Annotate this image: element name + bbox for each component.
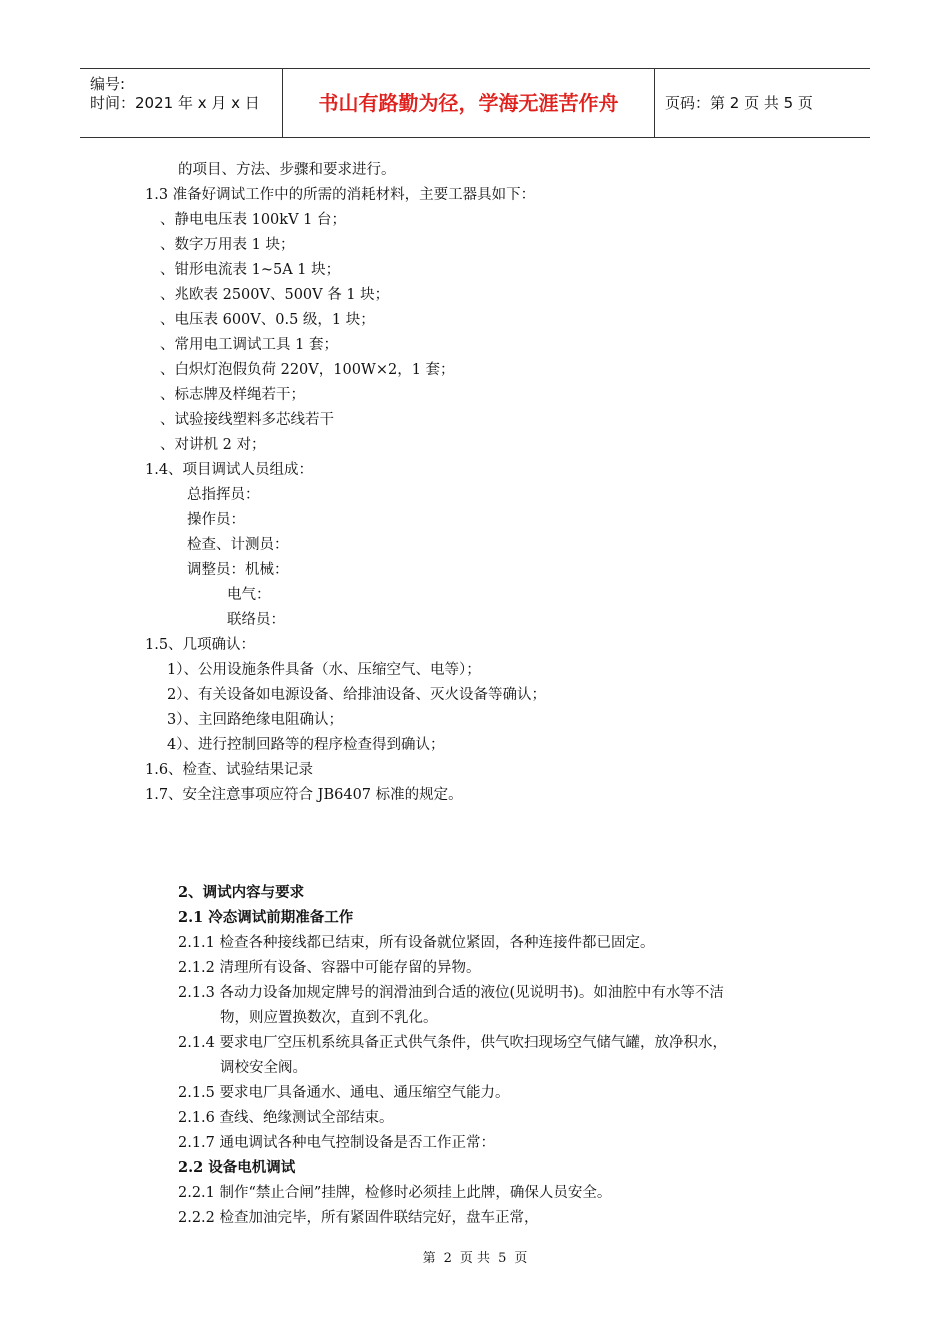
section-1-3-heading: 1.3 准备好调试工作中的所需的消耗材料，主要工器具如下： (145, 187, 536, 203)
text-line: 的项目、方法、步骤和要求进行。 (178, 162, 396, 178)
list-item: 、标志牌及样绳若干； (160, 387, 305, 403)
section-1-5-heading: 1.5、几项确认： (145, 637, 256, 653)
footer-page-current: 2 (443, 1251, 452, 1266)
paragraph-line: 2.1.6 查线、绝缘测试全部结束。 (178, 1110, 394, 1126)
staff-role: 调整员：机械： (187, 562, 289, 578)
section-2-heading: 2、调试内容与要求 (178, 884, 305, 901)
list-item: 、对讲机 2 对； (160, 437, 266, 453)
staff-role: 总指挥员： (187, 487, 260, 503)
staff-role: 检查、计测员： (187, 537, 289, 553)
list-item: 1）、公用设施条件具备（水、压缩空气、电等）； (167, 662, 481, 678)
paragraph-line: 2.1.1 检查各种接线都已结束，所有设备就位紧固，各种连接件都已固定。 (178, 935, 655, 951)
list-item: 、电压表 600V、0.5 级，1 块； (160, 312, 375, 328)
paragraph-line: 2.1.3 各动力设备加规定牌号的润滑油到合适的液位(见说明书)。如油腔中有水等不洁 (178, 985, 724, 1001)
list-item: 、常用电工调试工具 1 套； (160, 337, 338, 353)
list-item: 、静电电压表 100kV 1 台； (160, 212, 346, 228)
paragraph-line: 2.1.5 要求电厂具备通水、通电、通压缩空气能力。 (178, 1085, 510, 1101)
paragraph-line: 调校安全阀。 (220, 1060, 307, 1076)
footer-page-total: 5 (498, 1251, 507, 1266)
list-item: 、试验接线塑料多芯线若干 (160, 412, 334, 428)
list-item: 4）、进行控制回路等的程序检查得到确认； (167, 737, 445, 753)
list-item: 、兆欧表 2500V、500V 各 1 块； (160, 287, 390, 303)
footer-page-mid: 页 共 (459, 1251, 491, 1266)
paragraph-line: 2.1.7 通电调试各种电气控制设备是否工作正常： (178, 1135, 496, 1151)
staff-role: 电气： (227, 587, 271, 603)
section-1-6-heading: 1.6、检查、试验结果记录 (145, 762, 314, 778)
list-item: 2）、有关设备如电源设备、给排油设备、灭火设备等确认； (167, 687, 546, 703)
paragraph-line: 2.1.4 要求电厂空压机系统具备正式供气条件，供气吹扫现场空气储气罐，放净积水， (178, 1035, 728, 1051)
paragraph-line: 2.2.1 制作“禁止合闸”挂牌，检修时必须挂上此牌，确保人员安全。 (178, 1185, 612, 1201)
header-motto: 书山有路勤为径，学海无涯苦作舟 (283, 69, 655, 137)
section-2-1-heading: 2.1 冷态调试前期准备工作 (178, 909, 354, 926)
paragraph-line: 2.2.2 检查加油完毕，所有紧固件联结完好，盘车正常， (178, 1210, 539, 1226)
list-item: 3）、主回路绝缘电阻确认； (167, 712, 343, 728)
footer-page-prefix: 第 (422, 1251, 436, 1266)
list-item: 、钳形电流表 1~5A 1 块； (160, 262, 341, 278)
paragraph-line: 2.1.2 清理所有设备、容器中可能存留的异物。 (178, 960, 481, 976)
section-2-2-heading: 2.2 设备电机调试 (178, 1159, 296, 1176)
paragraph-line: 物，则应置换数次，直到不乳化。 (220, 1010, 438, 1026)
staff-role: 联络员： (227, 612, 285, 628)
serial-label: 编号: (90, 75, 126, 93)
section-1-7-heading: 1.7、安全注意事项应符合 JB6407 标准的规定。 (145, 787, 463, 803)
staff-role: 操作员： (187, 512, 245, 528)
list-item: 、数字万用表 1 块； (160, 237, 295, 253)
list-item: 、白炽灯泡假负荷 220V，100W×2，1 套； (160, 362, 455, 378)
page-header (80, 68, 870, 138)
footer-page-suffix: 页 (514, 1251, 528, 1266)
section-1-4-heading: 1.4、项目调试人员组成： (145, 462, 314, 478)
header-page-label: 页码：第 2 页 共 5 页 (665, 94, 813, 112)
header-meta-cell (80, 69, 283, 137)
time-label: 时间：2021 年 x 月 x 日 (90, 94, 260, 112)
page-footer (0, 1247, 950, 1266)
